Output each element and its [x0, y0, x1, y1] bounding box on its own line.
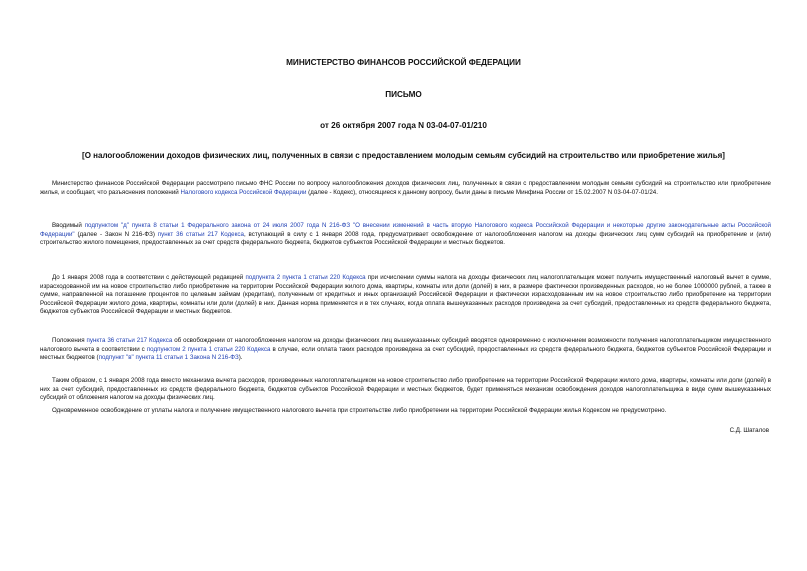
tax-code-link[interactable]: Налогового кодекса Российской Федерации: [180, 188, 307, 196]
article-217-link[interactable]: пункт 36 статьи 217 Кодекса: [157, 230, 244, 238]
paragraph-4-end: ).: [238, 354, 243, 362]
subject-heading: [О налогообложении доходов физических лиц, полученных в связи с предоставлением молодым семьям субсидий на строительство или приобретение жилья]: [82, 151, 725, 160]
paragraph-1: [40, 180, 771, 197]
paragraph-1-end: (далее - Кодекс), относящиеся к данному вопросу, были даны в письме Минфина России от 15.02.2007 N 03-04-07-01/24.: [306, 188, 658, 196]
paragraph-4-middle-2: в случае, если оплата таких расходов произведена за счет субсидий, предоставленных из средств федерального бюджета, бюджетов субъектов Российской Федерации и местных бюджетов (: [40, 345, 771, 362]
ministry-heading: МИНИСТЕРСТВО ФИНАНСОВ РОССИЙСКОЙ ФЕДЕРАЦИИ: [286, 58, 521, 67]
paragraph-3-start: До 1 января 2008 года в соответствии с действующей редакцией: [52, 274, 246, 281]
law-216-link[interactable]: подпункт "в" пункта 11 статьи 1 Закона N 216-ФЗ: [98, 354, 239, 362]
paragraph-2: [40, 222, 771, 248]
paragraph-2-middle: (далее - Закон N 216-ФЗ): [74, 230, 158, 238]
signature: С.Д. Шаталов: [729, 427, 769, 434]
article-220-link[interactable]: подпункта 2 пункта 1 статьи 220 Кодекса: [245, 274, 366, 281]
paragraph-4-start: Положения: [52, 337, 87, 344]
paragraph-6-text: Одновременное освобождение от уплаты налога и получение имущественного налогового вычета при строительстве либо приобретении на территории Российской Федерации жилья Кодексом не предусмотрено.: [52, 407, 667, 414]
paragraph-4-middle: об освобождении от налогообложения налогом на доходы физических лиц вышеуказанных субсидий вводятся одновременно с исключением возможности получения налогоплательщиком имущественного налогового вычета в соответствии с: [40, 337, 771, 353]
document-type-heading: ПИСЬМО: [385, 90, 422, 99]
paragraph-3-end: при исчислении суммы налога на доходы физических лиц налогоплательщик может получить имущественный налоговый вычет в сумме, израсходованной им на новое строительство либо приобретение на территории Российской Федерации жилого дома, квартиры, комнаты или доли (долей) в них, в размере фактически произведенных расходов, но не более 1000000 рублей, а также в сумме, направленной на погашение процентов по целевым займам (кредитам), полученным от кредитных и иных организаций Российской Федерации и фактически израсходованным им на новое строительство либо приобретение на территории Российской Федерации жилого дома, квартиры, комнаты или доли (долей) в них. Данная норма применяется и в тех случаях, когда оплата вышеуказанных расходов произведена за счет субсидий, предоставленных из средств федерального бюджета, бюджетов субъектов Российской Федерации и местных бюджетов.: [40, 274, 771, 316]
article-217-link-2[interactable]: пункта 36 статьи 217 Кодекса: [86, 337, 173, 344]
paragraph-2-end: , вступающий в силу с 1 января 2008 года, предусматривает освобождение от налогообложения налогом на доходы физических лиц сумм субсидий на приобретение и (или) строительство жилого помещения, предоставленных за счет средств федерального бюджета, бюджетов субъектов Российской Федерации и местных бюджетов.: [40, 230, 771, 247]
paragraph-6: [40, 407, 771, 416]
article-220-link-2[interactable]: подпунктом 2 пункта 1 статьи 220 Кодекса: [146, 345, 271, 353]
federal-law-link[interactable]: подпунктом "д" пункта 8 статьи 1 Федерального закона от 24 июля 2007 года N 216-ФЗ "О внесении изменений в часть вторую Налогового кодекса Российской Федерации и некоторые другие законодательные акты Российской Федерации": [40, 222, 771, 238]
paragraph-2-start: Вводимый: [52, 222, 85, 229]
paragraph-3: [40, 274, 771, 317]
date-number-heading: от 26 октября 2007 года N 03-04-07-01/210: [320, 121, 487, 130]
paragraph-1-text: Министерство финансов Российской Федерации рассмотрело письмо ФНС России по вопросу налогообложения доходов физических лиц, полученных в связи с предоставлением молодым семьям субсидий на строительство или приобретение жилья, и сообщает, что разъяснения положений: [40, 180, 771, 196]
paragraph-5-text: Таким образом, с 1 января 2008 года вместо механизма вычета расходов, произведенных налогоплательщиком на новое строительство либо приобретение на территории Российской Федерации жилого дома, квартиры, комнаты или доли (долей) в них за счет субсидий, предоставленных из средств федерального бюджета, бюджетов субъектов Российской Федерации и местных бюджетов, будет применяться механизм освобождения доходов налогоплательщика в виде сумм вышеуказанных субсидий от обложения налогом на доходы физических лиц.: [40, 377, 771, 402]
paragraph-5: [40, 377, 771, 403]
paragraph-4: [40, 337, 771, 363]
